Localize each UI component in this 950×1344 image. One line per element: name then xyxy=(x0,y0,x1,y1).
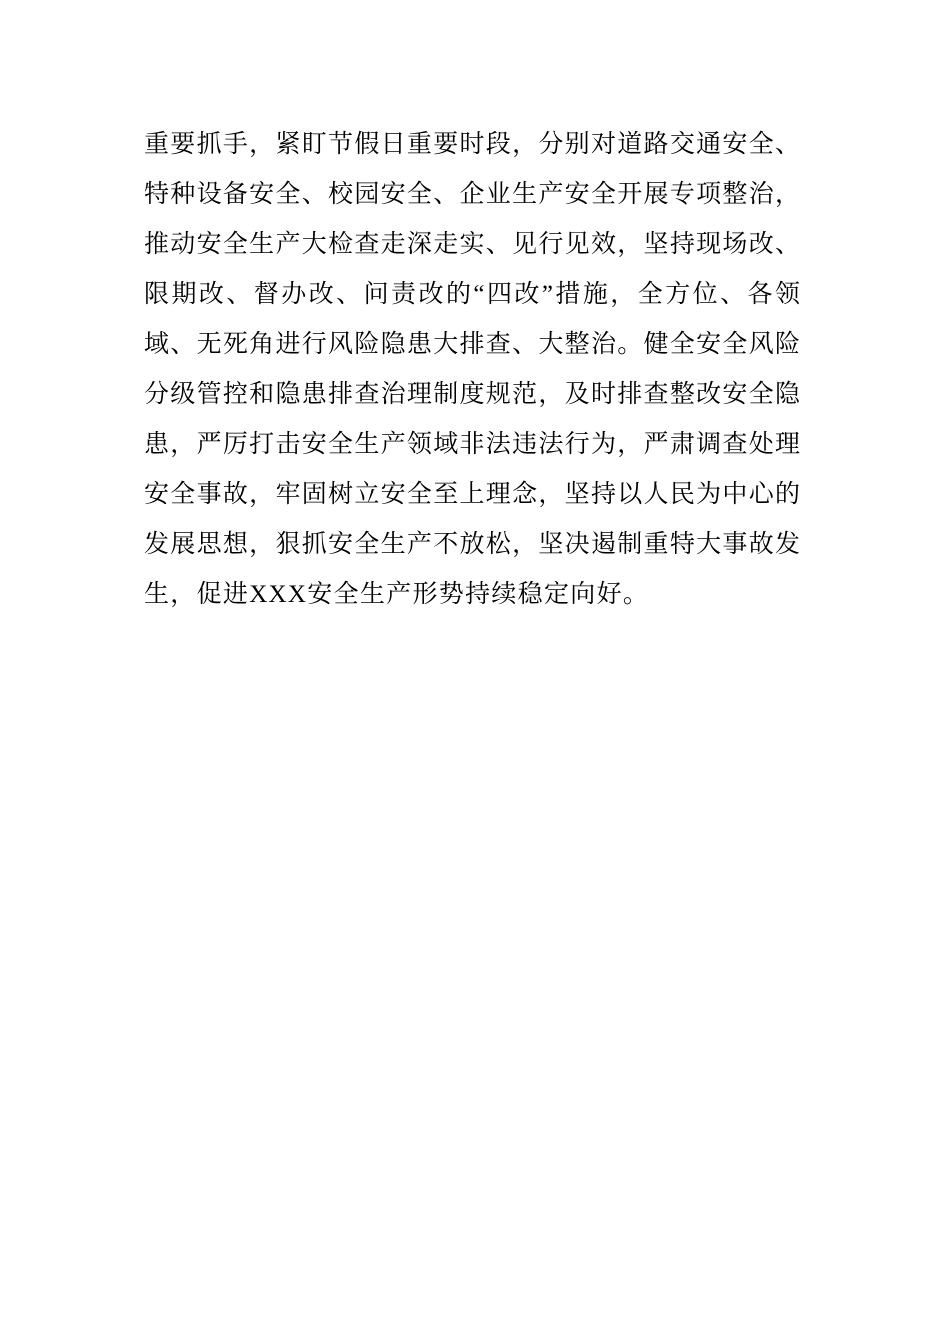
text-line: 域、无死角进行风险隐患大排查、大整治。健全安全风险 xyxy=(144,331,801,358)
body-paragraph xyxy=(144,120,801,620)
text-line: 生，促进XXX安全生产形势持续稳定向好。 xyxy=(144,581,650,608)
text-line: 推动安全生产大检查走深走实、见行见效，坚持现场改、 xyxy=(144,231,801,258)
text-line: 患，严厉打击安全生产领域非法违法行为，严肃调查处理 xyxy=(144,431,801,458)
text-line: 安全事故，牢固树立安全至上理念，坚持以人民为中心的 xyxy=(144,481,801,508)
text-line: 重要抓手，紧盯节假日重要时段，分别对道路交通安全、 xyxy=(144,131,801,158)
text-line: 分级管控和隐患排查治理制度规范，及时排查整改安全隐 xyxy=(144,381,801,408)
text-line: 限期改、督办改、问责改的“四改”措施，全方位、各领 xyxy=(144,281,801,308)
text-line: 特种设备安全、校园安全、企业生产安全开展专项整治， xyxy=(144,181,801,208)
text-line: 发展思想，狠抓安全生产不放松，坚决遏制重特大事故发 xyxy=(144,531,801,558)
